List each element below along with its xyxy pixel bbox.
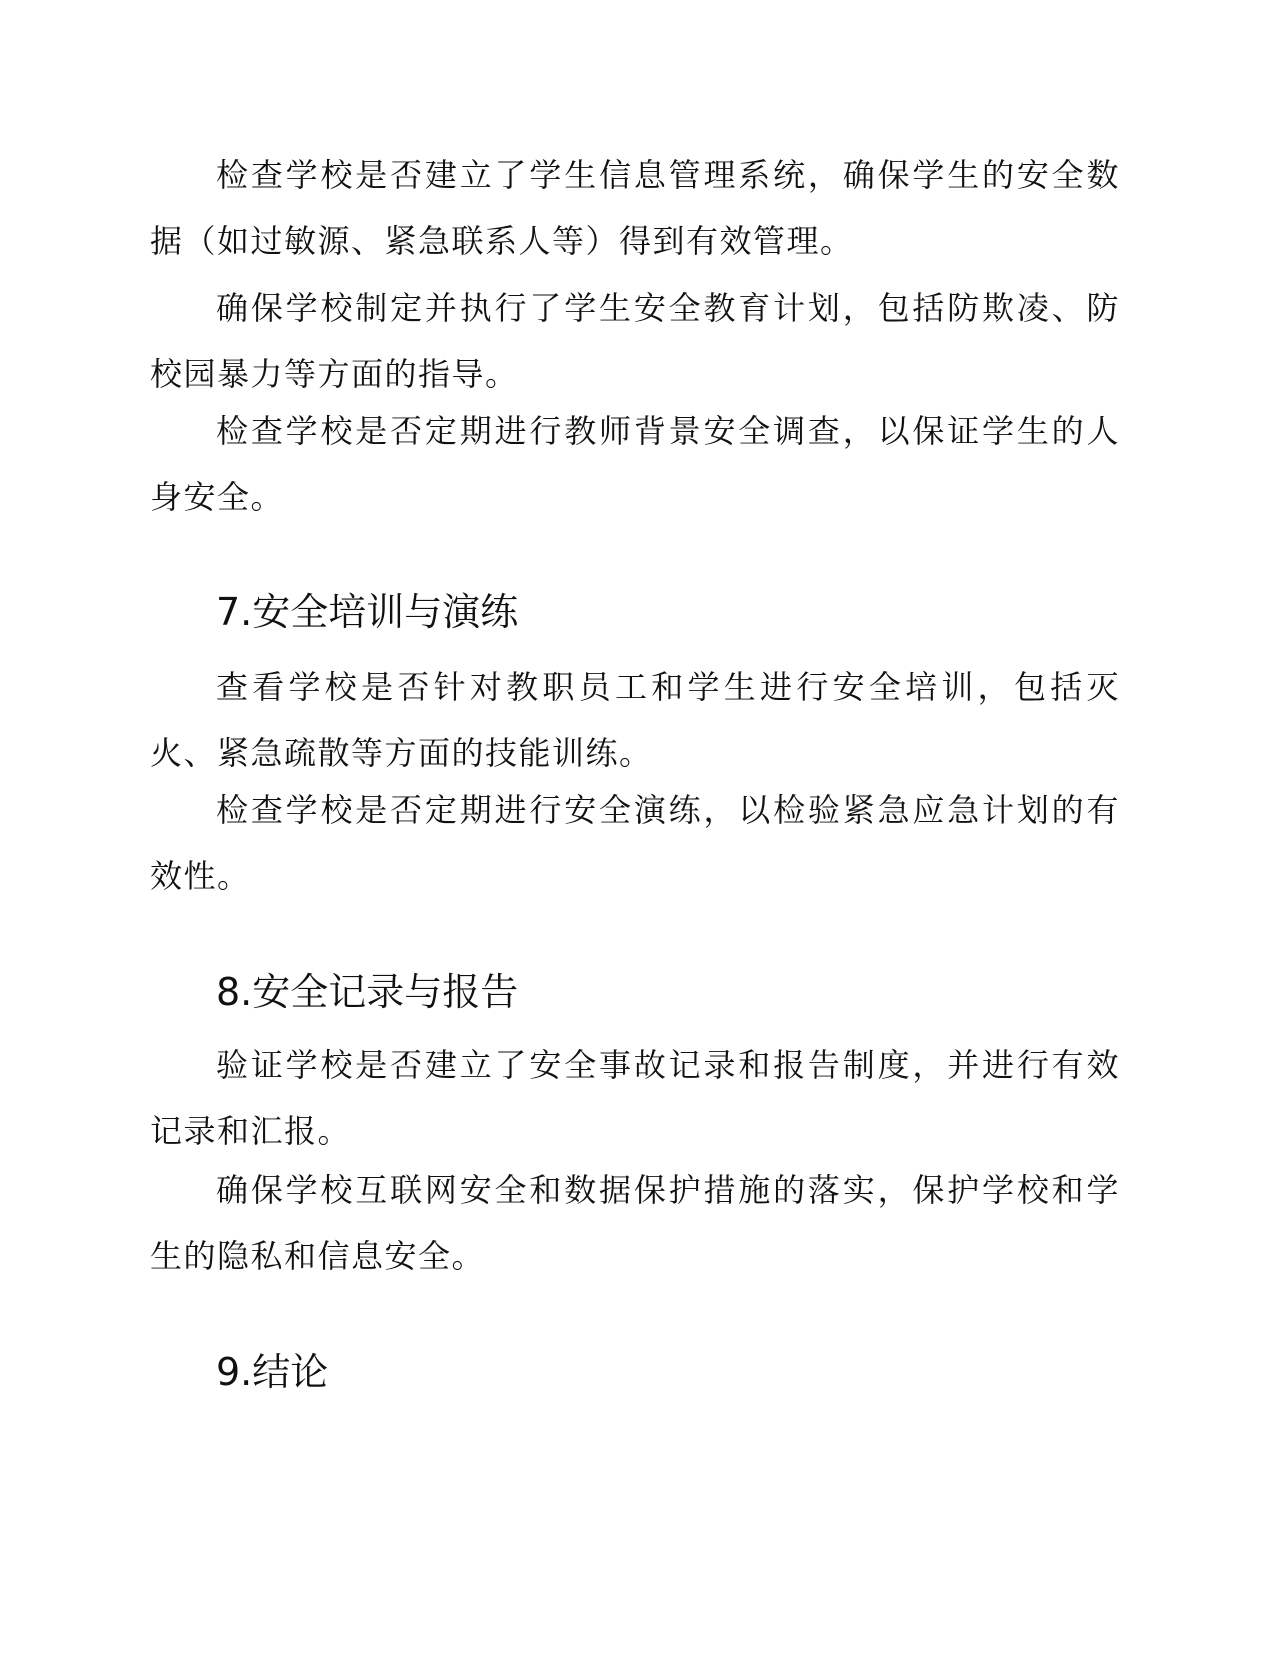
paragraph-teacher-background-check: 检查学校是否定期进行教师背景安全调查，以保证学生的人身安全。 [150,412,1120,516]
paragraph-safety-drills: 检查学校是否定期进行安全演练，以检验紧急应急计划的有效性。 [150,791,1120,895]
paragraph-student-info-system: 检查学校是否建立了学生信息管理系统，确保学生的安全数据（如过敏源、紧急联系人等）得到有效管理。 [150,156,1120,260]
section-8-heading: 8.安全记录与报告 [216,970,519,1014]
section-9-heading: 9.结论 [216,1350,329,1394]
paragraph-incident-records: 验证学校是否建立了安全事故记录和报告制度，并进行有效记录和汇报。 [150,1046,1120,1150]
paragraph-data-protection: 确保学校互联网安全和数据保护措施的落实，保护学校和学生的隐私和信息安全。 [150,1171,1120,1275]
paragraph-safety-training: 查看学校是否针对教职员工和学生进行安全培训，包括灭火、紧急疏散等方面的技能训练。 [150,668,1120,772]
paragraph-safety-education-plan: 确保学校制定并执行了学生安全教育计划，包括防欺凌、防校园暴力等方面的指导。 [150,289,1120,393]
section-7-heading: 7.安全培训与演练 [216,590,519,634]
